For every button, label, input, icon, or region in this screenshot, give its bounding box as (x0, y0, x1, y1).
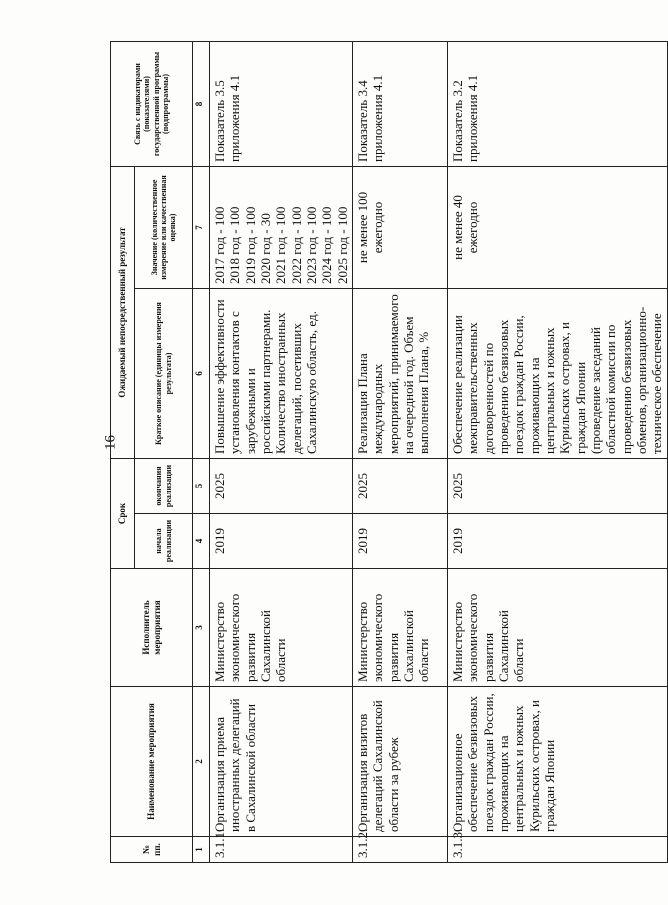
header-expected-value: Значение (количественное измерение или качественная оценка) (135, 166, 193, 288)
row-end: 2025 (352, 458, 447, 513)
row-link: Показатель 3.5 приложения 4.1 (210, 41, 353, 166)
table-row (447, 41, 667, 862)
row-start: 2019 (352, 514, 447, 569)
row-link: Показатель 3.4 приложения 4.1 (352, 41, 447, 166)
header-term-start: начала реализации (135, 514, 193, 569)
activities-table (110, 41, 668, 863)
column-number: 8 (193, 41, 210, 166)
column-number: 6 (193, 288, 210, 458)
row-num: 3.1.1. (210, 837, 353, 863)
row-executor: Министерство экономического развития Сахалинской области (447, 569, 667, 687)
row-desc: Реализация Плана международных мероприятий, принимаемого на очередной год. Объем выполнения Плана, % (352, 288, 447, 458)
table-row (210, 41, 353, 862)
header-link: Связь с индикаторами (показателями) государственной программы (подпрограммы) (111, 41, 193, 166)
header-name: Наименование мероприятия (111, 687, 193, 837)
rotated-sheet (110, 8, 665, 863)
row-link: Показатель 3.2 приложения 4.1 (447, 41, 667, 166)
row-value: 2017 год - 100 2018 год - 100 2019 год - 100 2020 год - 30 2021 год - 100 2022 год - 100 2023 год - 100 2024 год - 100 2025 год - 100 (210, 166, 353, 288)
row-num: 3.1.3. (447, 837, 667, 863)
header-num: № пп. (111, 837, 193, 863)
row-num: 3.1.2. (352, 837, 447, 863)
column-number: 7 (193, 166, 210, 288)
page-number: 16 (102, 435, 119, 450)
row-start: 2019 (210, 514, 353, 569)
row-desc: Обеспечение реализации межправительственных договоренностей по проведению безвизовых поездок граждан России, проживающих на центральных и южных Курильских островах, и граждан Японии (проведение заседаний областной комиссии по проведению безвизовых обменов, организационно-техническое обеспечение (447, 288, 667, 458)
row-value: не менее 100 ежегодно (352, 166, 447, 288)
column-number: 2 (193, 687, 210, 837)
column-numbers-row (193, 41, 210, 862)
row-name: Организация визитов делегаций Сахалинской области за рубеж (352, 687, 447, 837)
row-name: Организационное обеспечение безвизовых поездок граждан России, проживающих на центральных и южных Курильских островах, и граждан Японии (447, 687, 667, 837)
row-start: 2019 (447, 514, 667, 569)
row-end: 2025 (447, 458, 667, 513)
row-executor: Министерство экономического развития Сахалинской области (352, 569, 447, 687)
header-executor: Исполнитель мероприятия (111, 569, 193, 687)
column-number: 5 (193, 458, 210, 513)
column-number: 1 (193, 837, 210, 863)
row-name: Организация приема иностранных делегаций в Сахалинской области (210, 687, 353, 837)
header-expected-desc: Краткое описание (единицы измерения результата) (135, 288, 193, 458)
row-executor: Министерство экономического развития Сахалинской области (210, 569, 353, 687)
table-row (352, 41, 447, 862)
row-end: 2025 (210, 458, 353, 513)
row-value: не менее 40 ежегодно (447, 166, 667, 288)
header-term: Срок (111, 458, 135, 568)
header-term-end: окончания реализации (135, 458, 193, 513)
header-expected: Ожидаемый непосредственный результат (111, 166, 135, 458)
column-number: 4 (193, 514, 210, 569)
row-desc: Повышение эффективности установления контактов с зарубежными и российскими партнерами. Количество иностранных делегаций, посетивших Сахалинскую область, ед. (210, 288, 353, 458)
column-number: 3 (193, 569, 210, 687)
